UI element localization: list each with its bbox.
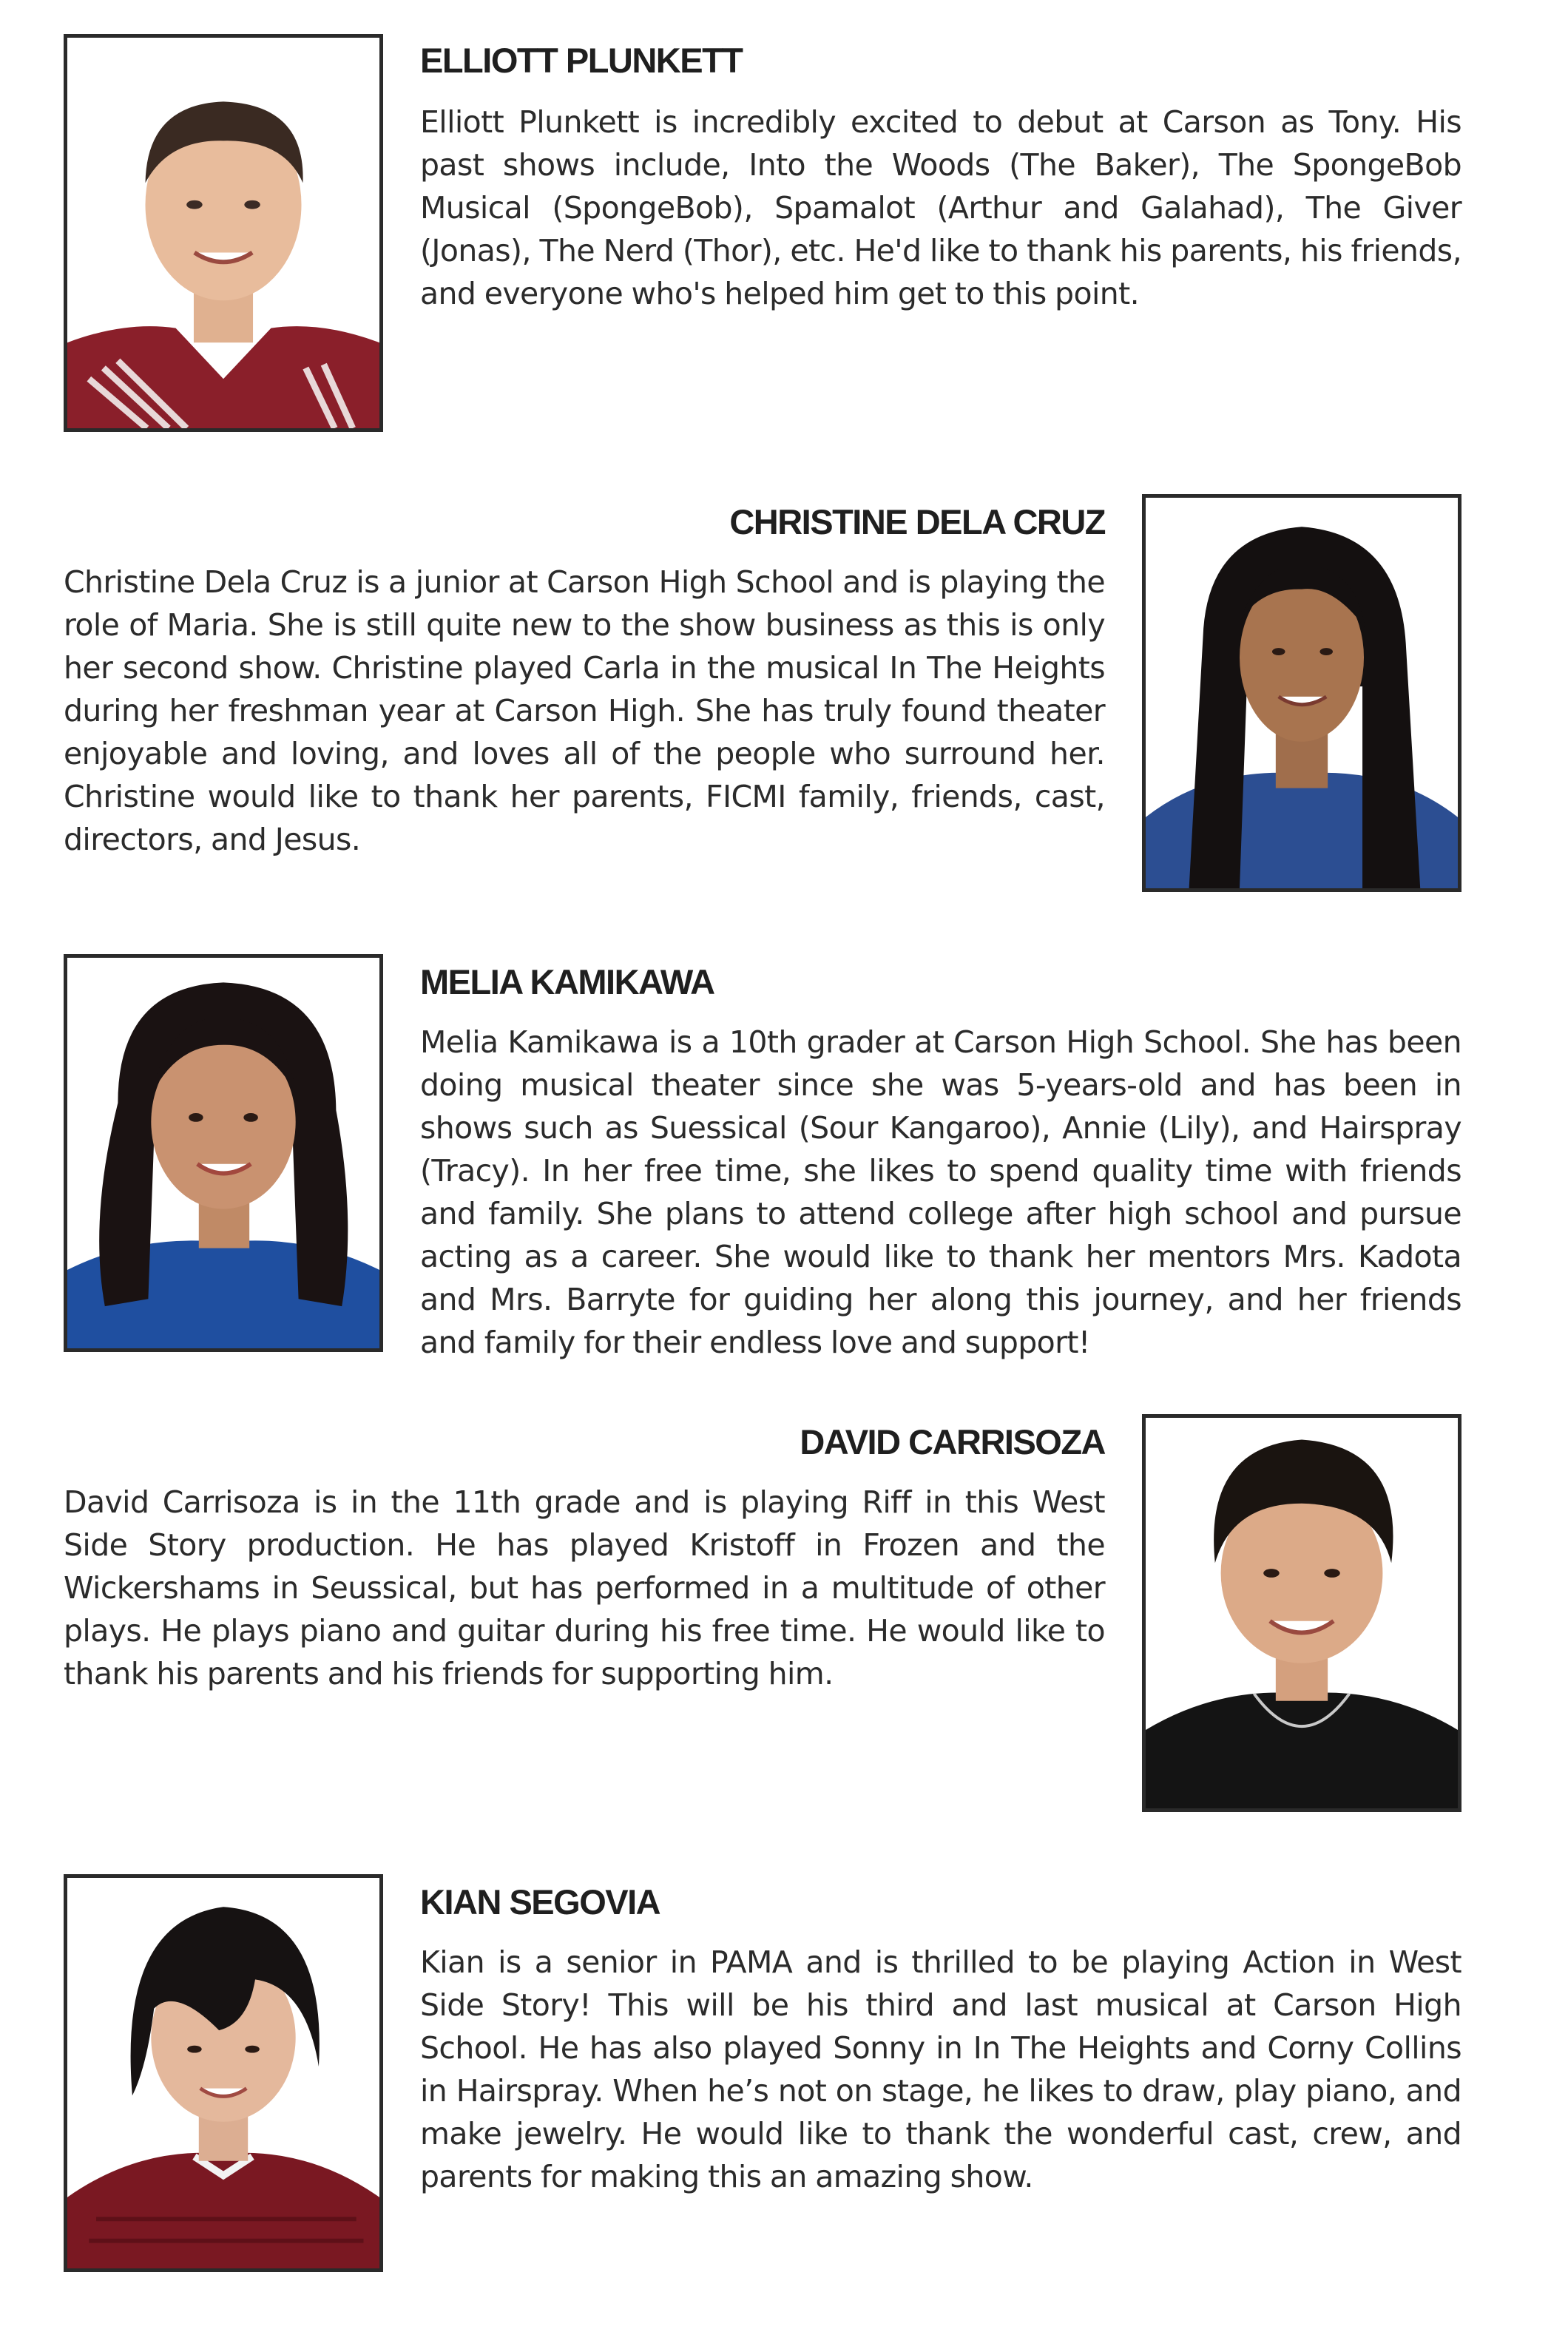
person-name: MELIA KAMIKAWA — [420, 962, 714, 1001]
headshot-photo — [64, 34, 383, 432]
bio-text: Melia Kamikawa is a 10th grader at Carson High School. She has been doing musical theater since she was 5-years-old and has been in shows such as Suessical (Sour Kangaroo), Annie (Lily), and Hairspray (Tracy). In her free time, she likes to spend quality time with friends and family. She plans to attend college after high school and pursue acting as a career. She would like to thank her mentors Mrs. Kadota and Mrs. Barryte for guiding her along this journey, and her friends and family for their endless love and support! — [420, 1024, 1461, 1360]
person-name: DAVID CARRISOZA — [800, 1422, 1105, 1461]
bio-text: David Carrisoza is in the 11th grade and is playing Riff in this West Side Story production. He has played Kristoff in Frozen and the Wickershams in Seussical, but has performed in a multitude of other plays. He plays piano and guitar during his free time. He would like to thank his parents and his friends for supporting him. — [64, 1484, 1105, 1691]
person-name: CHRISTINE DELA CRUZ — [729, 502, 1105, 541]
bio-text: Christine Dela Cruz is a junior at Carson High School and is playing the role of Maria. She is still quite new to the show business as this is only her second show. Christine played Carla in the musical In The Heights during her freshman year at Carson High. She has truly found theater enjoyable and loving, and loves all of the people who surround her. Christine would like to thank her parents, FICMI family, friends, cast, directors, and Jesus. — [64, 564, 1105, 857]
bio-text: Elliott Plunkett is incredibly excited to debut at Carson as Tony. His past shows include, Into the Woods (The Baker), The SpongeBob Musical (SpongeBob), Spamalot (Arthur and Galahad), The Giver (Jonas), The Nerd (Thor), etc. He'd like to thank his parents, his friends, and everyone who's helped him get to this point. — [420, 104, 1461, 311]
headshot-photo — [64, 1874, 383, 2272]
headshot-photo — [1142, 1414, 1461, 1812]
person-name: KIAN SEGOVIA — [420, 1882, 660, 1922]
headshot-photo — [64, 954, 383, 1352]
bio-text: Kian is a senior in PAMA and is thrilled to be playing Action in West Side Story! This will be his third and last musical at Carson High School. He has also played Sonny in In The Heights and Corny Collins in Hairspray. When he’s not on stage, he likes to draw, play piano, and make jewelry. He would like to thank the wonderful cast, crew, and parents for making this an amazing show. — [420, 1944, 1461, 2194]
headshot-photo — [1142, 494, 1461, 892]
person-name: ELLIOTT PLUNKETT — [420, 41, 743, 80]
